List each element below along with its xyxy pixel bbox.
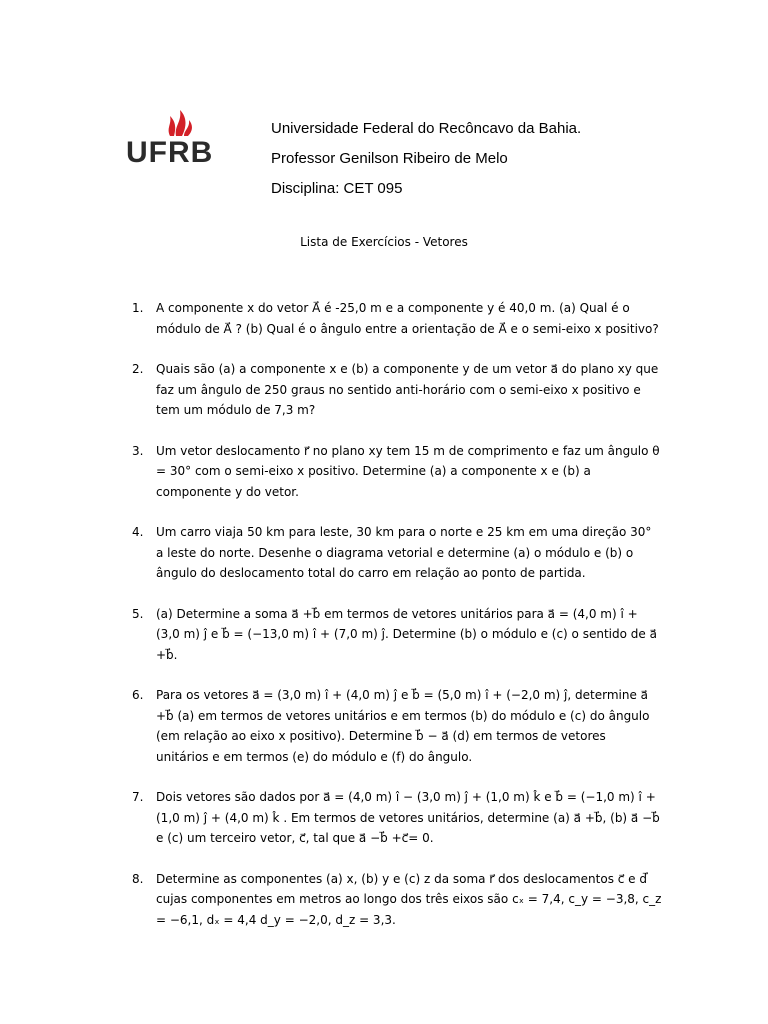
exercise-list bbox=[132, 298, 662, 930]
exercise-item bbox=[132, 604, 662, 666]
exercise-item bbox=[132, 522, 662, 584]
exercise-text: Um carro viaja 50 km para leste, 30 km para o norte e 25 km em uma direção 30° a leste do norte. Desenhe o diagrama vetorial e determine (a) o módulo e (b) o ângulo do deslocamento total do carro em relação ao ponto de partida. bbox=[156, 525, 652, 580]
professor-name: Professor Genilson Ribeiro de Melo bbox=[271, 150, 508, 167]
page-title: Lista de Exercícios - Vetores bbox=[300, 235, 468, 249]
exercise-text: Dois vetores são dados por a⃗ = (4,0 m) î − (3,0 m) ĵ + (1,0 m) k̂ e b⃗ = (−1,0 m) î + (1,0 m) ĵ + (4,0 m) k̂ . Em termos de vetores unitários, determine (a) a⃗ +b⃗, (b) a⃗ −b⃗ e (c) um terceiro vetor, c⃗, tal que a⃗ −b⃗ +c⃗= 0. bbox=[156, 790, 660, 845]
exercise-number: 1. bbox=[132, 301, 144, 315]
exercise-item bbox=[132, 298, 662, 339]
exercise-text: Quais são (a) a componente x e (b) a componente y de um vetor a⃗ do plano xy que faz um ângulo de 250 graus no sentido anti-horário com o semi-eixo x positivo e tem um módulo de 7,3 m? bbox=[156, 362, 659, 417]
exercise-text: A componente x do vetor A⃗ é -25,0 m e a componente y é 40,0 m. (a) Qual é o módulo de A⃗ ? (b) Qual é o ângulo entre a orientação de A⃗ e o semi-eixo x positivo? bbox=[156, 301, 659, 336]
exercise-item bbox=[132, 787, 662, 849]
exercise-item bbox=[132, 869, 662, 931]
exercise-text: Um vetor deslocamento r⃗ no plano xy tem 15 m de comprimento e faz um ângulo θ = 30° com o semi-eixo x positivo. Determine (a) a componente x e (b) a componente y do vetor. bbox=[156, 443, 660, 499]
exercise-number: 7. bbox=[132, 790, 144, 804]
header bbox=[271, 114, 581, 204]
exercise-number: 4. bbox=[132, 525, 144, 539]
exercise-item bbox=[132, 685, 662, 767]
exercise-number: 3. bbox=[132, 443, 144, 458]
flame-icon bbox=[126, 108, 232, 138]
exercise-text: (a) Determine a soma a⃗ +b⃗ em termos de vetores unitários para a⃗ = (4,0 m) î + (3,0 m) ĵ e b⃗ = (−13,0 m) î + (7,0 m) ĵ. Determine (b) o módulo e (c) o sentido de a⃗ +b⃗. bbox=[156, 606, 657, 662]
university-logo bbox=[126, 108, 232, 168]
exercise-number: 2. bbox=[132, 362, 144, 376]
exercise-text: Determine as componentes (a) x, (b) y e (c) z da soma r⃗ dos deslocamentos c⃗ e d⃗ cujas componentes em metros ao longo dos três eixos são cₓ = 7,4, c_y = −3,8, c_z = −6,1, dₓ = 4,4 d_y = −2,0, d_z = 3,3. bbox=[156, 871, 662, 927]
exercise-item bbox=[132, 359, 662, 421]
university-name: Universidade Federal do Recôncavo da Bahia. bbox=[271, 120, 582, 137]
logo-text: UFRB bbox=[126, 136, 214, 169]
exercise-item bbox=[132, 441, 662, 503]
exercise-number: 5. bbox=[132, 606, 144, 621]
exercise-number: 6. bbox=[132, 688, 144, 702]
exercise-number: 8. bbox=[132, 871, 144, 886]
exercise-text: Para os vetores a⃗ = (3,0 m) î + (4,0 m) ĵ e b⃗ = (5,0 m) î + (−2,0 m) ĵ, determine a⃗ +b⃗ (a) em termos de vetores unitários e em termos (b) do módulo e (c) do ângulo (em relação ao eixo x positivo). Determine b⃗ − a⃗ (d) em termos de vetores unitários e em termos (e) do módulo e (f) do ângulo. bbox=[156, 688, 650, 764]
discipline: Disciplina: CET 095 bbox=[271, 180, 403, 197]
